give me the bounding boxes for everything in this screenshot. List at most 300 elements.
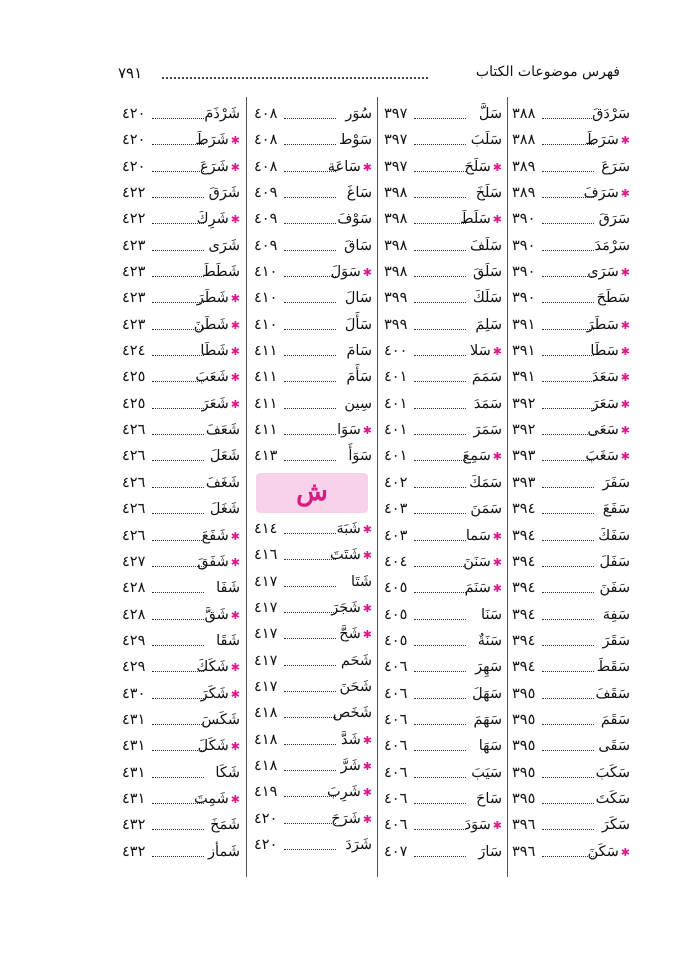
- star-marker-icon: ✱: [362, 759, 372, 773]
- dot-leader: [284, 691, 336, 692]
- entry-page-number: ٤١٠: [254, 264, 278, 281]
- entry-word: [202, 391, 240, 418]
- entry-page-number: ٤١٩: [254, 784, 278, 801]
- star-marker-icon: ✱: [362, 601, 372, 615]
- index-entry: [254, 569, 372, 595]
- entry-word: [474, 707, 502, 733]
- entry-word: [478, 628, 502, 654]
- entry-word-text: شَكَا: [215, 764, 240, 781]
- entry-word: [588, 417, 630, 444]
- entry-word-text: شَطَنَ: [193, 316, 229, 333]
- star-marker-icon: ✱: [230, 292, 240, 306]
- index-entry: [254, 674, 372, 700]
- entry-page-number: ٤٢٠: [122, 106, 146, 122]
- index-entry: [512, 233, 630, 259]
- dot-leader: [542, 329, 594, 330]
- entry-page-number: ٤٢٨: [122, 606, 146, 623]
- entry-page-number: ٤٠٨: [254, 106, 278, 122]
- index-entry: [384, 285, 502, 311]
- star-marker-icon: ✱: [230, 687, 240, 701]
- entry-page-number: ٣٩٤: [512, 632, 536, 649]
- entry-page-number: ٣٩٣: [512, 448, 536, 465]
- entry-word-text: شَغَلَ: [209, 501, 240, 518]
- dot-leader: [284, 408, 336, 409]
- entry-page-number: ٣٨٨: [512, 132, 536, 149]
- index-entry: [254, 779, 372, 805]
- dot-leader: [542, 619, 594, 620]
- dot-leader: [414, 856, 466, 857]
- dot-leader: [414, 118, 466, 119]
- dot-leader: [284, 171, 336, 172]
- entry-page-number: ٤١٧: [254, 599, 278, 616]
- dot-leader: [152, 118, 204, 119]
- star-marker-icon: ✱: [230, 555, 240, 569]
- entry-page-number: ٤٣١: [122, 711, 146, 728]
- entry-page-number: ٣٩٩: [384, 316, 408, 333]
- dot-leader: [542, 540, 594, 541]
- star-marker-icon: ✱: [620, 345, 630, 359]
- dot-leader: [284, 250, 336, 251]
- entry-word-text: سَلَبَ: [470, 132, 502, 149]
- dot-leader: [542, 408, 594, 409]
- entry-word: [460, 206, 502, 233]
- entry-word-text: سَأَلَ: [344, 316, 372, 333]
- entry-word: [345, 101, 372, 127]
- header-dotted-rule: [162, 77, 428, 79]
- entry-word: [197, 285, 240, 312]
- index-entry: [512, 391, 630, 417]
- entry-word: [341, 648, 372, 674]
- dot-leader: [152, 592, 204, 593]
- entry-word: [599, 575, 630, 601]
- entry-word-text: سَرَطَ: [585, 132, 619, 149]
- entry-page-number: ٤١٨: [254, 731, 278, 748]
- entry-word: [331, 595, 372, 622]
- dot-leader: [414, 355, 466, 356]
- index-entry: [384, 364, 502, 390]
- entry-word: [347, 180, 372, 206]
- entry-word-text: شَرِبَ: [326, 784, 361, 801]
- entry-word: [339, 127, 372, 153]
- star-marker-icon: ✱: [230, 792, 240, 806]
- dot-leader: [542, 487, 594, 488]
- entry-page-number: ٣٩٠: [512, 264, 536, 281]
- star-marker-icon: ✱: [492, 582, 502, 596]
- entry-word: [210, 812, 240, 838]
- index-entry: [384, 127, 502, 153]
- entry-word-text: سَفَنَ: [599, 580, 630, 597]
- entry-word-text: شَبَهَ: [336, 520, 361, 537]
- dot-leader: [414, 777, 466, 778]
- dot-leader: [542, 355, 594, 356]
- entry-word: [473, 259, 502, 285]
- entry-word-text: سَكَرَ: [601, 817, 630, 834]
- entry-word-text: سَعَى: [587, 422, 619, 439]
- entry-page-number: ٤٠٢: [384, 474, 408, 491]
- dot-leader: [152, 513, 204, 514]
- index-entry: [122, 654, 240, 680]
- entry-word-text: شَعَبَ: [195, 369, 229, 386]
- index-entry: [384, 233, 502, 259]
- entry-word-text: سَلَفَ: [470, 237, 502, 254]
- index-entry: [254, 443, 372, 469]
- entry-word: [346, 338, 372, 364]
- entry-page-number: ٣٨٨: [512, 106, 536, 122]
- index-entry: [512, 733, 630, 759]
- entry-word-text: سَوَدَ: [464, 817, 491, 834]
- index-entry: [122, 786, 240, 812]
- entry-word: [584, 180, 630, 207]
- entry-word-text: سَاغَ: [346, 185, 372, 202]
- entry-page-number: ٣٩٧: [384, 158, 408, 175]
- dot-leader: [152, 566, 204, 567]
- entry-word: [195, 364, 240, 391]
- index-column-4: [122, 101, 240, 865]
- entry-word: [327, 779, 372, 806]
- entry-page-number: ٤٠٥: [384, 606, 408, 623]
- dot-leader: [284, 381, 336, 382]
- index-entry: [384, 575, 502, 601]
- dot-leader: [414, 460, 466, 461]
- entry-page-number: ٣٩٤: [512, 501, 536, 518]
- entry-word: [603, 602, 630, 628]
- entry-word: [351, 569, 372, 595]
- index-column-1: [512, 101, 630, 865]
- entry-page-number: ٤١١: [254, 369, 278, 386]
- entry-word: [470, 496, 502, 522]
- star-marker-icon: ✱: [230, 397, 240, 411]
- entry-word-text: سَوَلَ: [330, 264, 361, 281]
- entry-word-text: شَمَخَ: [210, 817, 240, 834]
- index-entry: [512, 312, 630, 338]
- star-marker-icon: ✱: [230, 529, 240, 543]
- entry-page-number: ٤٠٧: [384, 843, 408, 860]
- index-entry: [122, 733, 240, 759]
- dot-leader: [152, 619, 204, 620]
- entry-word: [464, 154, 502, 181]
- entry-page-number: ٤١١: [254, 422, 278, 439]
- index-entry: [254, 101, 372, 127]
- entry-page-number: ٣٩١: [512, 316, 536, 333]
- dot-leader: [284, 197, 336, 198]
- star-marker-icon: ✱: [362, 266, 372, 280]
- index-entry: [384, 417, 502, 443]
- entry-word-text: سَلَحَ: [464, 158, 491, 175]
- dot-leader: [542, 223, 594, 224]
- star-marker-icon: ✱: [492, 160, 502, 174]
- index-entry: [122, 523, 240, 549]
- entry-page-number: ٣٩٥: [512, 738, 536, 755]
- entry-page-number: ٤٣١: [122, 764, 146, 781]
- index-entry: [384, 338, 502, 364]
- entry-word: [194, 786, 240, 813]
- entry-page-number: ٣٩٧: [384, 132, 408, 149]
- entry-word-text: سَرَقَ: [598, 211, 630, 228]
- entry-word: [209, 233, 241, 259]
- entry-word: [590, 338, 630, 365]
- dot-leader: [414, 566, 466, 567]
- index-entry: [122, 760, 240, 786]
- entry-page-number: ٤١٤: [254, 520, 278, 537]
- entry-word: [206, 417, 240, 443]
- index-entry: [384, 259, 502, 285]
- entry-word-text: سَلَطَ: [460, 211, 491, 228]
- dot-leader: [284, 460, 336, 461]
- entry-word: [331, 806, 372, 833]
- dot-leader: [542, 118, 594, 119]
- entry-page-number: ٤٠٣: [384, 501, 408, 518]
- entry-word-text: سَلِمَ: [475, 316, 502, 333]
- entry-word-text: سَاقَ: [344, 237, 372, 254]
- entry-word: [210, 443, 240, 469]
- index-entry: [254, 127, 372, 153]
- star-marker-icon: ✱: [620, 266, 630, 280]
- index-entry: [512, 470, 630, 496]
- entry-word-text: سَقَرَ: [602, 632, 630, 649]
- entry-page-number: ٣٩٥: [512, 685, 536, 702]
- dot-leader: [414, 197, 466, 198]
- entry-page-number: ٣٩٣: [512, 474, 536, 491]
- entry-page-number: ٣٩٥: [512, 790, 536, 807]
- dot-leader: [152, 671, 204, 672]
- entry-page-number: ٤١٧: [254, 678, 278, 695]
- index-entry: [512, 338, 630, 364]
- entry-page-number: ٣٩٤: [512, 580, 536, 597]
- entry-page-number: ٤٢٦: [122, 474, 146, 491]
- dot-leader: [414, 250, 466, 251]
- star-marker-icon: ✱: [230, 213, 240, 227]
- index-entry: [254, 516, 372, 542]
- entry-page-number: ٣٩٧: [384, 106, 408, 122]
- entry-word: [597, 285, 630, 311]
- entry-word: [330, 542, 372, 569]
- entry-word-text: شَقَا: [216, 632, 240, 649]
- dot-leader: [542, 698, 594, 699]
- entry-word: [472, 681, 502, 707]
- index-entry: [384, 391, 502, 417]
- entry-word-text: سَفَرَ: [602, 474, 630, 491]
- entry-page-number: ٤١٨: [254, 705, 278, 722]
- entry-page-number: ٤٠٦: [384, 685, 408, 702]
- entry-word: [473, 285, 502, 311]
- index-entry: [512, 417, 630, 443]
- index-entry: [254, 417, 372, 443]
- entry-page-number: ٤٢٠: [254, 810, 278, 827]
- entry-page-number: ٣٩٤: [512, 527, 536, 544]
- entry-word-text: سَقَى: [598, 738, 630, 755]
- entry-page-number: ٤٠٩: [254, 211, 278, 228]
- entry-page-number: ٤١٠: [254, 316, 278, 333]
- dot-leader: [152, 750, 204, 751]
- entry-word: [345, 832, 372, 858]
- entry-word-text: شَتَتَ: [330, 547, 361, 564]
- dot-leader: [414, 487, 466, 488]
- entry-word: [348, 443, 372, 469]
- index-entry: [512, 285, 630, 311]
- index-entry: [122, 602, 240, 628]
- entry-word-text: شَرَدَ: [345, 836, 372, 853]
- entry-page-number: ٣٩٠: [512, 211, 536, 228]
- entry-word-text: سَنَنَ: [463, 553, 491, 570]
- star-marker-icon: ✱: [362, 812, 372, 826]
- entry-word: [596, 681, 631, 707]
- star-marker-icon: ✱: [620, 450, 630, 464]
- entry-page-number: ٤١١: [254, 343, 278, 360]
- entry-page-number: ٤٠٦: [384, 764, 408, 781]
- entry-word-text: شَطَرَ: [196, 290, 229, 307]
- dot-leader: [414, 671, 466, 672]
- entry-word: [471, 127, 502, 153]
- star-marker-icon: ✱: [362, 628, 372, 642]
- entry-word-text: سَمَنَ: [470, 501, 502, 518]
- entry-page-number: ٤٠٩: [254, 185, 278, 202]
- dot-leader: [284, 849, 336, 850]
- index-entry: [254, 285, 372, 311]
- index-entry: [512, 760, 630, 786]
- entry-page-number: ٣٩٨: [384, 237, 408, 254]
- index-entry: [384, 312, 502, 338]
- dot-leader: [284, 355, 336, 356]
- entry-word-text: شَتَا: [351, 573, 372, 590]
- entry-page-number: ٤٢٣: [122, 316, 146, 333]
- index-entry: [512, 602, 630, 628]
- entry-word: [473, 417, 502, 443]
- entry-word-text: سَمَرَ: [473, 422, 502, 439]
- dot-leader: [152, 645, 204, 646]
- dot-leader: [284, 638, 336, 639]
- index-entry: [512, 786, 630, 812]
- dot-leader: [414, 803, 466, 804]
- dot-leader: [152, 434, 204, 435]
- dot-leader: [542, 144, 594, 145]
- entry-word: [201, 707, 240, 733]
- entry-word-text: سَارَ: [478, 843, 502, 860]
- dot-leader: [152, 381, 204, 382]
- entry-page-number: ٤٠١: [384, 448, 408, 465]
- star-marker-icon: ✱: [492, 450, 502, 464]
- star-marker-icon: ✱: [620, 424, 630, 438]
- entry-page-number: ٤٢٤: [122, 343, 146, 360]
- index-entry: [512, 496, 630, 522]
- entry-word-text: شَطَطَ: [202, 264, 240, 281]
- entry-word: [341, 753, 372, 780]
- entry-word-text: شَرَى: [208, 237, 240, 254]
- entry-word: [208, 839, 240, 865]
- entry-word: [601, 707, 630, 733]
- dot-leader: [284, 744, 336, 745]
- star-marker-icon: ✱: [492, 213, 502, 227]
- entry-word-text: سَكَبَ: [595, 764, 630, 781]
- index-entry: [384, 154, 502, 180]
- entry-word-text: سَلا: [469, 343, 491, 360]
- dot-leader: [284, 559, 336, 560]
- entry-word-text: سَهِرَ: [475, 659, 502, 676]
- index-entry: [254, 700, 372, 726]
- dot-leader: [152, 540, 204, 541]
- entry-word: [346, 364, 372, 390]
- entry-word-text: سَهَمَ: [473, 711, 502, 728]
- entry-word-text: شَمِتَ: [194, 790, 229, 807]
- index-entry: [254, 542, 372, 568]
- index-entry: [122, 496, 240, 522]
- index-entry: [384, 523, 502, 549]
- dot-leader: [414, 434, 466, 435]
- entry-word-text: شَرَحَ: [331, 810, 361, 827]
- entry-page-number: ٣٩١: [512, 369, 536, 386]
- entry-page-number: ٤٢٨: [122, 580, 146, 597]
- entry-word: [596, 760, 630, 786]
- dot-leader: [414, 276, 466, 277]
- entry-word: [465, 812, 502, 839]
- entry-word: [603, 496, 630, 522]
- index-column-3: [254, 101, 372, 858]
- index-entry: [384, 496, 502, 522]
- dot-leader: [284, 612, 336, 613]
- star-marker-icon: ✱: [620, 187, 630, 201]
- dot-leader: [152, 302, 204, 303]
- entry-word: [472, 364, 502, 390]
- star-marker-icon: ✱: [492, 345, 502, 359]
- entry-word: [470, 338, 502, 365]
- entry-page-number: ٤١٠: [254, 290, 278, 307]
- index-entry: [512, 127, 630, 153]
- dot-leader: [152, 144, 204, 145]
- entry-word: [478, 839, 502, 865]
- entry-word-text: سَأَمَ: [346, 369, 372, 386]
- index-entry: [384, 628, 502, 654]
- entry-word-text: شَعَرَ: [201, 395, 229, 412]
- entry-word-text: سَفَعَ: [602, 501, 630, 518]
- dot-leader: [414, 698, 466, 699]
- dot-leader: [284, 586, 336, 587]
- index-column-2: [384, 101, 502, 865]
- dot-leader: [414, 724, 466, 725]
- entry-word-text: شَحَنَ: [339, 678, 372, 695]
- index-entry: [512, 549, 630, 575]
- index-entry: [122, 233, 240, 259]
- entry-word-text: شَمأز: [208, 843, 240, 860]
- entry-word: [469, 470, 502, 496]
- dot-leader: [542, 671, 594, 672]
- entry-word: [479, 101, 502, 127]
- entry-word-text: شَفَقَ: [197, 553, 229, 570]
- entry-word-text: سَاحَ: [476, 790, 502, 807]
- star-marker-icon: ✱: [620, 371, 630, 385]
- index-entry: [384, 443, 502, 469]
- entry-word: [476, 786, 502, 812]
- entry-page-number: ٤٢٣: [122, 237, 146, 254]
- entry-page-number: ٣٩٨: [384, 264, 408, 281]
- index-entry: [512, 364, 630, 390]
- dot-leader: [284, 533, 336, 534]
- entry-page-number: ٣٩٢: [512, 422, 536, 439]
- entry-word: [341, 727, 372, 754]
- star-marker-icon: ✱: [362, 424, 372, 438]
- entry-word: [465, 575, 502, 602]
- entry-word: [337, 417, 372, 444]
- index-entry: [122, 812, 240, 838]
- index-entry: [384, 206, 502, 232]
- entry-page-number: ٤٠٦: [384, 659, 408, 676]
- entry-word-text: سَهَا: [478, 738, 502, 755]
- star-marker-icon: ✱: [620, 845, 630, 859]
- star-marker-icon: ✱: [492, 819, 502, 833]
- index-entry: [254, 595, 372, 621]
- entry-page-number: ٤٢٢: [122, 185, 146, 202]
- entry-word: [596, 786, 630, 812]
- index-entry: [512, 206, 630, 232]
- entry-word-text: سَاعَة: [327, 158, 361, 175]
